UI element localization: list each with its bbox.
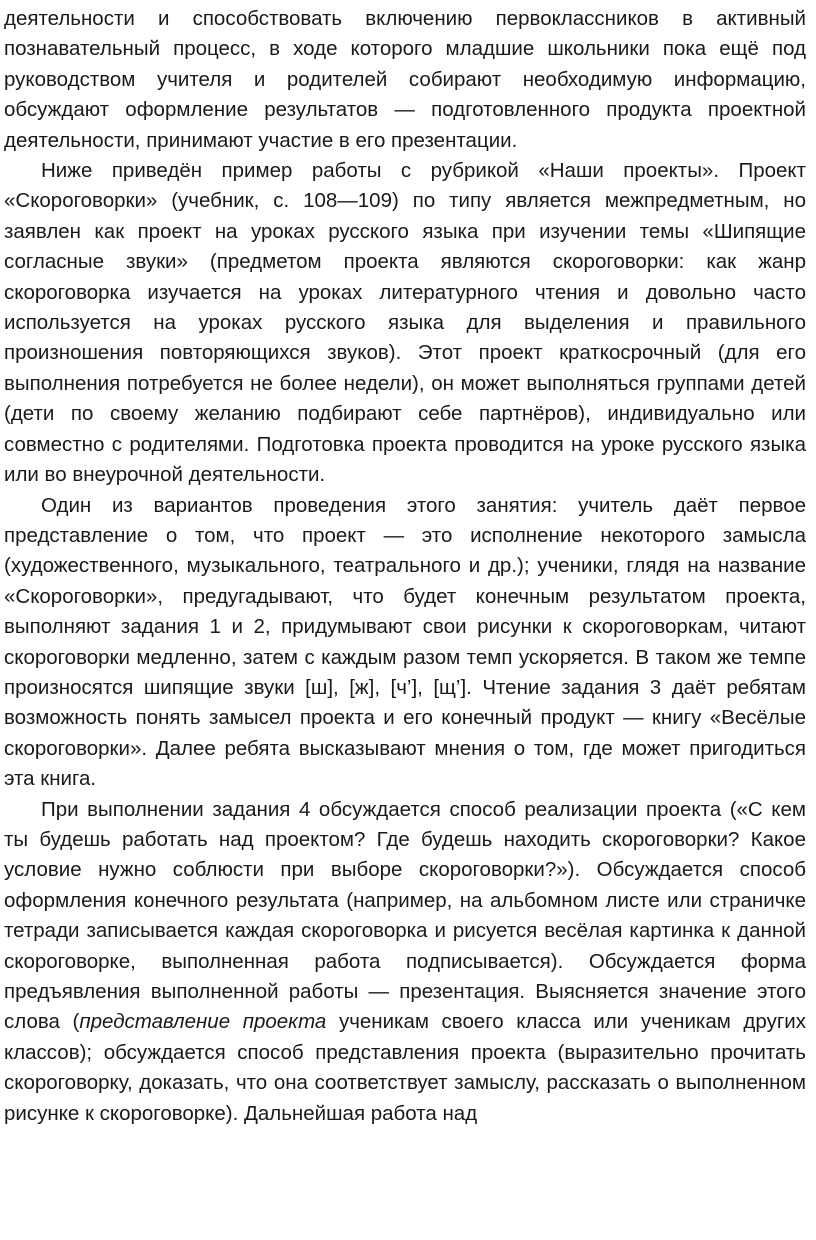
italic-term: представление проекта [79,1010,327,1034]
paragraph-lesson-variant: Один из вариантов проведения этого занятия: учитель даёт первое представление о том, что проект — это исполнение некоторого замысла (художественного, музыкального, театрального и др.); ученики, глядя на название «Скороговорки», предугадывают, что будет конечным результатом проекта, выполняют задания 1 и 2, придумывают свои рисунки к скороговоркам, читают скороговорки медленно, затем с каждым разом темп ускоряется. В таком же темпе произносятся шипящие звуки [ш], [ж], [ч’], [щ’]. Чтение задания 3 даёт ребятам возможность понять замысел проекта и его конечный продукт — книгу «Весёлые скороговорки». Далее ребята высказывают мнения о том, где может пригодиться эта книга. [4,493,806,791]
paragraph-project-example: Ниже приведён пример работы с рубрикой «Наши проекты». Проект «Скороговорки» (учебник, с. 108—109) по типу является межпредметным, но заявлен как проект на уроках русского языка при изучении темы «Шипящие согласные звуки» (предметом проекта являются скороговорки: как жанр скороговорка изучается на уроках литературного чтения и довольно часто используется на уроках русского языка для выделения и правильного произношения повторяющихся звуков). Этот проект краткосрочный (для его выполнения потребуется не более недели), он может выполняться группами детей (дети по своему желанию подбирают себе партнёров), индивидуально или совместно с родителями. Подготовка проекта проводится на уроке русского языка или во внеурочной деятельности. [4,159,806,487]
paragraph-text-after-italic: ученикам своего класса или ученикам других классов); обсуждается способ представления проекта (выразительно прочитать скороговорку, доказать, что она соответствует замыслу, рассказать о выполненном рисунке к скороговорке). Дальнейшая работа над [4,1010,806,1125]
paragraph-task-four [4,795,806,1129]
paragraph-project-activity-intro: деятельности и способствовать включению первоклассников в активный познавательный процесс, в ходе которого младшие школьники пока ещё под руководством учителя и родителей собирают необходимую информацию, обсуждают оформление результатов — подготовленного продукта проектной деятельности, принимают участие в его презентации. [4,7,806,152]
paragraph-text-before-italic: При выполнении задания 4 обсуждается способ реализации проекта («С кем ты будешь работать над проектом? Где будешь находить скороговорки? Какое условие нужно соблюсти при выборе скороговорки?»). Обсуждается способ оформления конечного результата (например, на альбомном листе или страничке тетради записывается каждая скороговорка и рисуется весёлая картинка к данной скороговорке, выполненная работа подписывается). Обсуждается форма предъявления выполненной работы — презентация. Выясняется значение этого слова ( [4,797,806,1034]
